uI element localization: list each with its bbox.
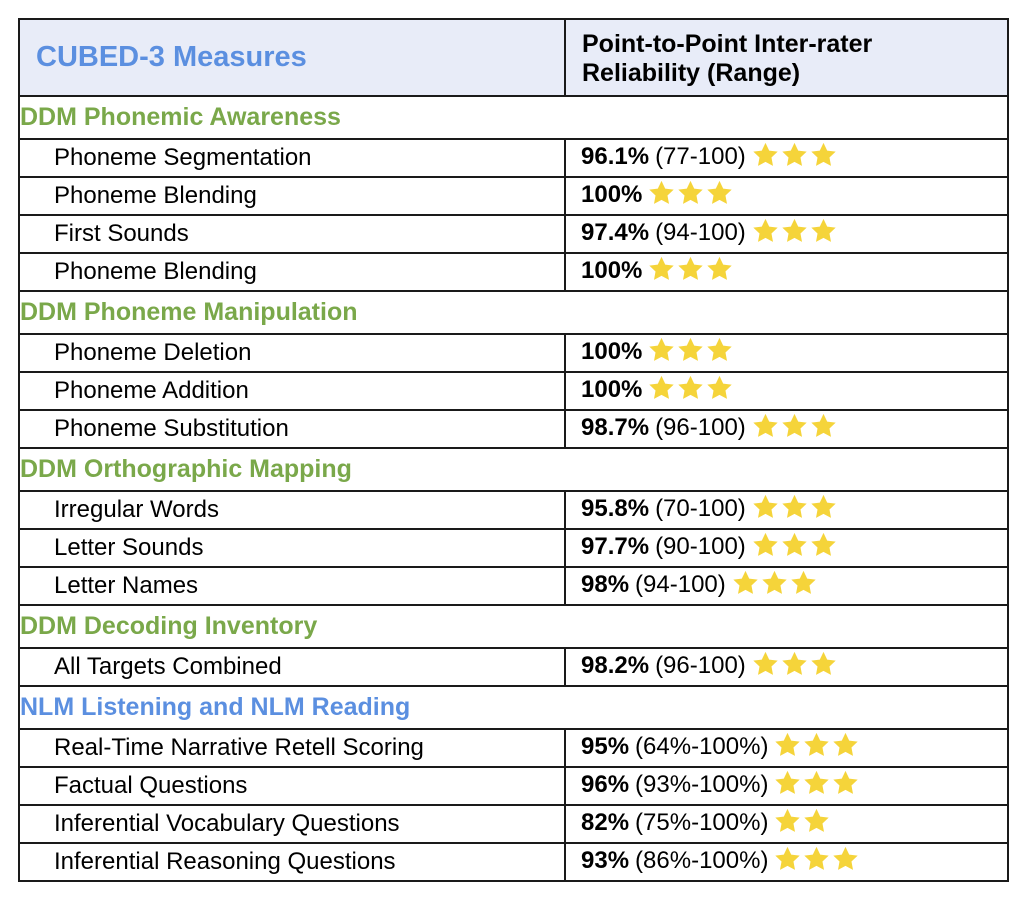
measure-reliability	[565, 767, 1008, 805]
reliability-percent: 96%	[581, 771, 630, 798]
star-icon	[781, 651, 808, 676]
star-icon	[810, 494, 837, 519]
measure-name: Factual Questions	[19, 767, 565, 805]
star-icon	[803, 846, 830, 871]
star-icon	[810, 532, 837, 557]
star-icon	[803, 770, 830, 795]
reliability-range: (96-100)	[655, 652, 746, 679]
star-icon	[706, 256, 733, 281]
measure-reliability	[565, 843, 1008, 881]
reliability-percent: 98%	[581, 571, 630, 598]
star-icon	[774, 846, 801, 871]
measure-reliability	[565, 567, 1008, 605]
measure-reliability	[565, 139, 1008, 177]
measure-reliability	[565, 215, 1008, 253]
measure-name: Inferential Vocabulary Questions	[19, 805, 565, 843]
table-row	[19, 805, 1008, 843]
section-title: DDM Decoding Inventory	[19, 605, 1008, 648]
star-icon	[832, 846, 859, 871]
reliability-range: (93%-100%)	[635, 771, 769, 798]
reliability-percent: 100%	[581, 257, 643, 284]
star-icon	[648, 375, 675, 400]
measure-name: Phoneme Addition	[19, 372, 565, 410]
star-icon	[781, 494, 808, 519]
table-row	[19, 215, 1008, 253]
star-icon	[677, 180, 704, 205]
star-icon	[781, 532, 808, 557]
reliability-range: (64%-100%)	[635, 733, 769, 760]
reliability-range: (94-100)	[655, 219, 746, 246]
reliability-percent: 98.7%	[581, 414, 650, 441]
measure-name: First Sounds	[19, 215, 565, 253]
star-icon	[781, 413, 808, 438]
star-icon	[706, 180, 733, 205]
star-icon	[774, 808, 801, 833]
header-reliability	[565, 19, 1008, 96]
star-icon	[774, 770, 801, 795]
measure-name: Real-Time Narrative Retell Scoring	[19, 729, 565, 767]
star-rating	[648, 180, 735, 212]
table-row	[19, 843, 1008, 881]
star-icon	[810, 651, 837, 676]
section-row	[19, 605, 1008, 648]
measure-reliability	[565, 334, 1008, 372]
header-reliability-line2: Reliability (Range)	[582, 58, 801, 87]
star-icon	[677, 337, 704, 362]
reliability-percent: 97.7%	[581, 533, 650, 560]
star-icon	[810, 413, 837, 438]
star-icon	[752, 494, 779, 519]
reliability-percent: 93%	[581, 847, 630, 874]
star-rating	[774, 808, 832, 840]
star-icon	[752, 532, 779, 557]
table-row	[19, 253, 1008, 291]
header-reliability-line1: Point-to-Point Inter-rater	[582, 29, 873, 58]
star-icon	[810, 142, 837, 167]
measure-reliability	[565, 410, 1008, 448]
reliability-percent: 100%	[581, 181, 643, 208]
section-title: NLM Listening and NLM Reading	[19, 686, 1008, 729]
star-icon	[810, 218, 837, 243]
star-icon	[706, 337, 733, 362]
section-title: DDM Orthographic Mapping	[19, 448, 1008, 491]
star-rating	[752, 413, 839, 445]
star-icon	[752, 651, 779, 676]
reliability-range: (94-100)	[635, 571, 726, 598]
measure-name: Inferential Reasoning Questions	[19, 843, 565, 881]
star-icon	[677, 375, 704, 400]
table-row	[19, 177, 1008, 215]
star-icon	[781, 218, 808, 243]
table-row	[19, 529, 1008, 567]
table-row	[19, 767, 1008, 805]
reliability-range: (70-100)	[655, 495, 746, 522]
star-icon	[781, 142, 808, 167]
measure-name: Letter Sounds	[19, 529, 565, 567]
star-icon	[752, 142, 779, 167]
table-row	[19, 648, 1008, 686]
star-rating	[774, 770, 861, 802]
header-measures: CUBED-3 Measures	[19, 19, 565, 96]
star-icon	[648, 180, 675, 205]
reliability-percent: 96.1%	[581, 143, 650, 170]
measure-reliability	[565, 491, 1008, 529]
section-row	[19, 96, 1008, 139]
star-rating	[648, 337, 735, 369]
star-icon	[732, 570, 759, 595]
measure-name: Phoneme Deletion	[19, 334, 565, 372]
table-row	[19, 139, 1008, 177]
measure-reliability	[565, 805, 1008, 843]
measure-name: Phoneme Blending	[19, 177, 565, 215]
reliability-percent: 82%	[581, 809, 630, 836]
reliability-percent: 95.8%	[581, 495, 650, 522]
star-icon	[752, 218, 779, 243]
star-icon	[832, 770, 859, 795]
star-rating	[752, 218, 839, 250]
table-row	[19, 729, 1008, 767]
table-row	[19, 491, 1008, 529]
reliability-range: (75%-100%)	[635, 809, 769, 836]
star-icon	[774, 732, 801, 757]
reliability-range: (90-100)	[655, 533, 746, 560]
measure-name: Phoneme Blending	[19, 253, 565, 291]
star-rating	[752, 494, 839, 526]
star-icon	[761, 570, 788, 595]
star-rating	[648, 375, 735, 407]
measure-name: Irregular Words	[19, 491, 565, 529]
table-header-row	[19, 19, 1008, 96]
table-row	[19, 567, 1008, 605]
star-rating	[648, 256, 735, 288]
reliability-percent: 100%	[581, 338, 643, 365]
table-row	[19, 372, 1008, 410]
reliability-percent: 98.2%	[581, 652, 650, 679]
table-row	[19, 410, 1008, 448]
measure-name: All Targets Combined	[19, 648, 565, 686]
star-icon	[803, 808, 830, 833]
reliability-range: (86%-100%)	[635, 847, 769, 874]
star-rating	[774, 846, 861, 878]
section-row	[19, 291, 1008, 334]
measure-reliability	[565, 648, 1008, 686]
measure-reliability	[565, 177, 1008, 215]
measure-name: Letter Names	[19, 567, 565, 605]
measure-reliability	[565, 372, 1008, 410]
star-rating	[774, 732, 861, 764]
measure-name: Phoneme Substitution	[19, 410, 565, 448]
reliability-percent: 97.4%	[581, 219, 650, 246]
star-icon	[832, 732, 859, 757]
star-icon	[648, 256, 675, 281]
star-rating	[752, 532, 839, 564]
reliability-percent: 100%	[581, 376, 643, 403]
table-row	[19, 334, 1008, 372]
star-icon	[752, 413, 779, 438]
section-title: DDM Phoneme Manipulation	[19, 291, 1008, 334]
star-icon	[803, 732, 830, 757]
star-icon	[677, 256, 704, 281]
star-icon	[648, 337, 675, 362]
reliability-percent: 95%	[581, 733, 630, 760]
section-title: DDM Phonemic Awareness	[19, 96, 1008, 139]
measure-reliability	[565, 253, 1008, 291]
section-row	[19, 686, 1008, 729]
star-rating	[752, 142, 839, 174]
star-rating	[732, 570, 819, 602]
section-row	[19, 448, 1008, 491]
reliability-range: (77-100)	[655, 143, 746, 170]
reliability-table	[18, 18, 1009, 882]
star-icon	[790, 570, 817, 595]
star-icon	[706, 375, 733, 400]
star-rating	[752, 651, 839, 683]
reliability-range: (96-100)	[655, 414, 746, 441]
measure-reliability	[565, 729, 1008, 767]
measure-reliability	[565, 529, 1008, 567]
measure-name: Phoneme Segmentation	[19, 139, 565, 177]
